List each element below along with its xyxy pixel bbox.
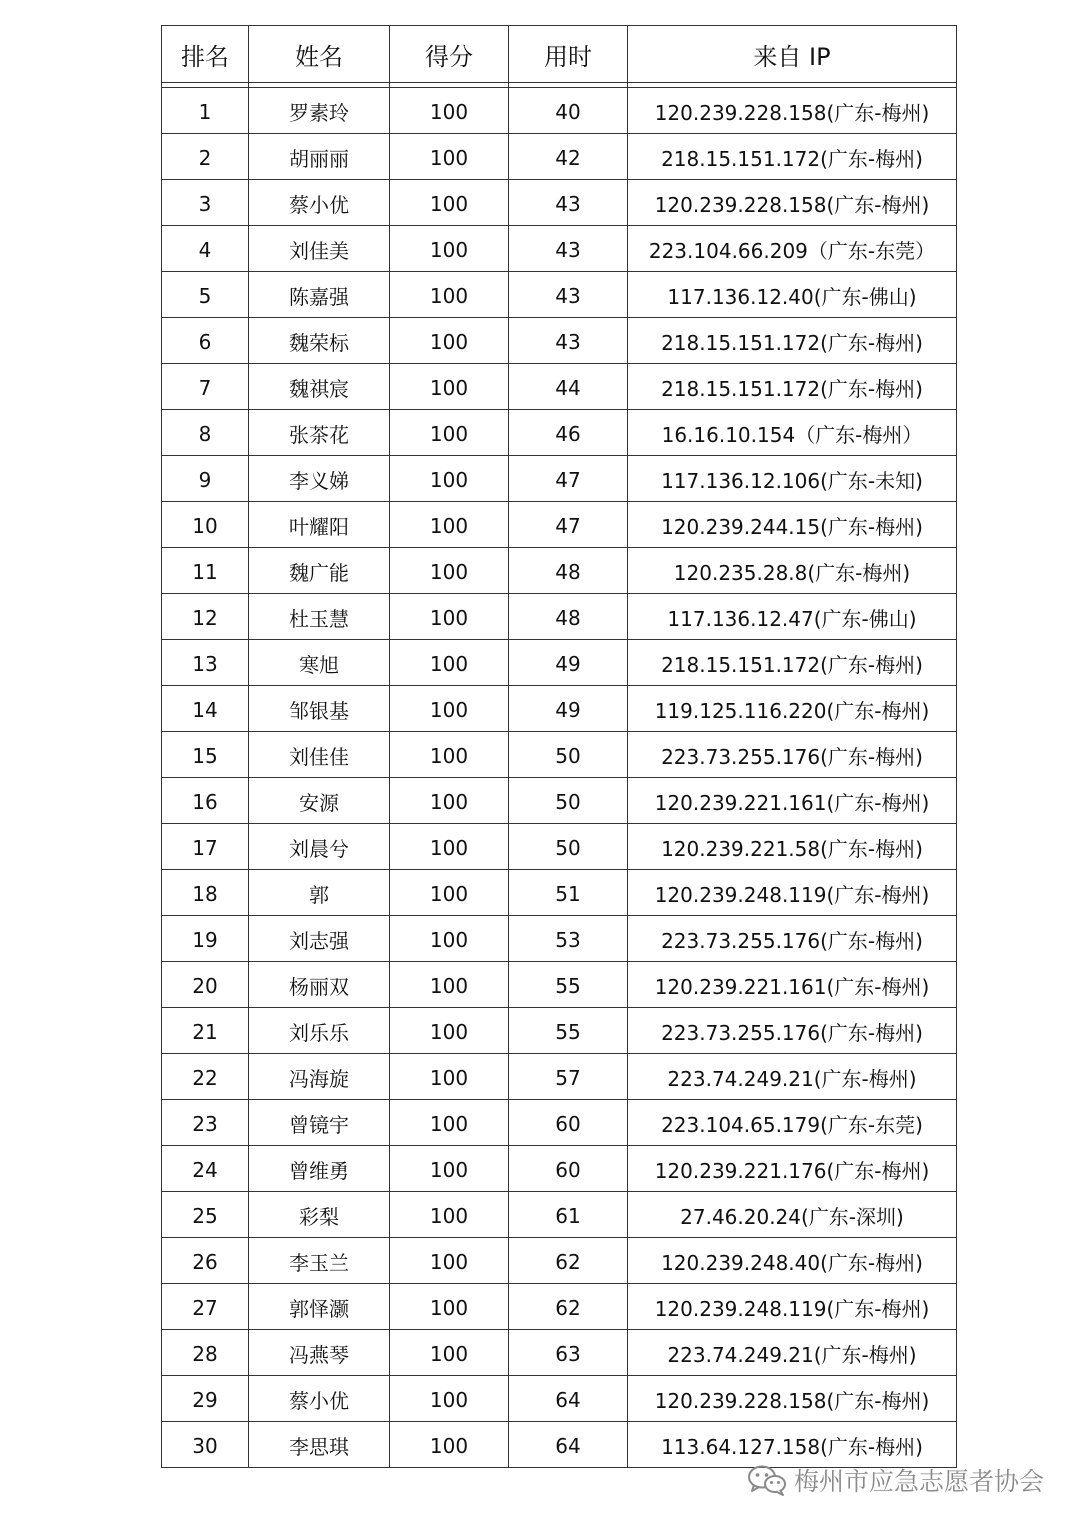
cell-score: 100 — [390, 1192, 509, 1238]
cell-score: 100 — [390, 962, 509, 1008]
cell-rank: 23 — [162, 1100, 249, 1146]
cell-rank: 12 — [162, 594, 249, 640]
cell-score: 100 — [390, 180, 509, 226]
account-watermark — [746, 1460, 1044, 1500]
cell-name: 李义娣 — [249, 456, 390, 502]
cell-score: 100 — [390, 778, 509, 824]
cell-ip: 223.104.66.209（广东-东莞） — [628, 226, 957, 272]
cell-name: 魏荣标 — [249, 318, 390, 364]
cell-name: 杨丽双 — [249, 962, 390, 1008]
cell-name: 蔡小优 — [249, 180, 390, 226]
cell-name: 曾镜宇 — [249, 1100, 390, 1146]
table-row — [162, 548, 957, 594]
cell-ip: 218.15.151.172(广东-梅州) — [628, 134, 957, 180]
table-row — [162, 732, 957, 778]
cell-rank: 20 — [162, 962, 249, 1008]
cell-ip: 223.104.65.179(广东-东莞) — [628, 1100, 957, 1146]
table-row — [162, 1238, 957, 1284]
cell-time: 60 — [509, 1100, 628, 1146]
cell-score: 100 — [390, 410, 509, 456]
cell-rank: 7 — [162, 364, 249, 410]
cell-time: 47 — [509, 502, 628, 548]
cell-rank: 11 — [162, 548, 249, 594]
cell-name: 曾维勇 — [249, 1146, 390, 1192]
table-row — [162, 870, 957, 916]
cell-ip: 120.239.228.158(广东-梅州) — [628, 88, 957, 134]
table-row — [162, 824, 957, 870]
header-rank: 排名 — [162, 26, 249, 83]
cell-ip: 223.73.255.176(广东-梅州) — [628, 1008, 957, 1054]
header-name: 姓名 — [249, 26, 390, 83]
cell-rank: 28 — [162, 1330, 249, 1376]
table-row — [162, 594, 957, 640]
cell-ip: 120.235.28.8(广东-梅州) — [628, 548, 957, 594]
cell-time: 49 — [509, 640, 628, 686]
cell-rank: 26 — [162, 1238, 249, 1284]
table-row — [162, 1146, 957, 1192]
cell-rank: 15 — [162, 732, 249, 778]
cell-name: 罗素玲 — [249, 88, 390, 134]
cell-name: 叶耀阳 — [249, 502, 390, 548]
table-header-row — [162, 26, 957, 83]
cell-score: 100 — [390, 1100, 509, 1146]
cell-ip: 119.125.116.220(广东-梅州) — [628, 686, 957, 732]
table-row — [162, 410, 957, 456]
cell-time: 50 — [509, 778, 628, 824]
table-row — [162, 1376, 957, 1422]
cell-rank: 25 — [162, 1192, 249, 1238]
cell-time: 55 — [509, 1008, 628, 1054]
cell-rank: 3 — [162, 180, 249, 226]
cell-score: 100 — [390, 456, 509, 502]
table-row — [162, 456, 957, 502]
cell-score: 100 — [390, 1422, 509, 1468]
cell-score: 100 — [390, 824, 509, 870]
cell-score: 100 — [390, 1146, 509, 1192]
cell-score: 100 — [390, 318, 509, 364]
cell-name: 魏祺宸 — [249, 364, 390, 410]
cell-name: 李思琪 — [249, 1422, 390, 1468]
table-row — [162, 272, 957, 318]
cell-rank: 30 — [162, 1422, 249, 1468]
cell-time: 64 — [509, 1422, 628, 1468]
table-row — [162, 916, 957, 962]
cell-score: 100 — [390, 1330, 509, 1376]
cell-ip: 223.74.249.21(广东-梅州) — [628, 1054, 957, 1100]
table-row — [162, 1008, 957, 1054]
cell-score: 100 — [390, 1238, 509, 1284]
cell-time: 64 — [509, 1376, 628, 1422]
cell-name: 陈嘉强 — [249, 272, 390, 318]
cell-ip: 120.239.228.158(广东-梅州) — [628, 180, 957, 226]
cell-name: 刘乐乐 — [249, 1008, 390, 1054]
cell-rank: 18 — [162, 870, 249, 916]
cell-time: 57 — [509, 1054, 628, 1100]
table-body — [162, 83, 957, 1468]
cell-ip: 27.46.20.24(广东-深圳) — [628, 1192, 957, 1238]
cell-ip: 120.239.221.176(广东-梅州) — [628, 1146, 957, 1192]
cell-score: 100 — [390, 1376, 509, 1422]
cell-ip: 117.136.12.47(广东-佛山) — [628, 594, 957, 640]
cell-rank: 29 — [162, 1376, 249, 1422]
cell-ip: 117.136.12.106(广东-未知) — [628, 456, 957, 502]
table-row — [162, 226, 957, 272]
cell-ip: 117.136.12.40(广东-佛山) — [628, 272, 957, 318]
cell-name: 冯燕琴 — [249, 1330, 390, 1376]
cell-name: 冯海旋 — [249, 1054, 390, 1100]
cell-name: 刘佳美 — [249, 226, 390, 272]
watermark-text: 梅州市应急志愿者协会 — [793, 1467, 1044, 1496]
cell-time: 55 — [509, 962, 628, 1008]
table-row — [162, 88, 957, 134]
table-row — [162, 686, 957, 732]
table-row — [162, 318, 957, 364]
table-row — [162, 364, 957, 410]
cell-time: 62 — [509, 1284, 628, 1330]
cell-rank: 27 — [162, 1284, 249, 1330]
cell-ip: 120.239.221.58(广东-梅州) — [628, 824, 957, 870]
table-row — [162, 1054, 957, 1100]
cell-ip: 218.15.151.172(广东-梅州) — [628, 318, 957, 364]
cell-name: 刘佳佳 — [249, 732, 390, 778]
cell-ip: 218.15.151.172(广东-梅州) — [628, 640, 957, 686]
cell-score: 100 — [390, 686, 509, 732]
table-row — [162, 134, 957, 180]
cell-score: 100 — [390, 1284, 509, 1330]
cell-name: 郭 — [249, 870, 390, 916]
table-row — [162, 1284, 957, 1330]
cell-name: 蔡小优 — [249, 1376, 390, 1422]
cell-rank: 1 — [162, 88, 249, 134]
cell-time: 43 — [509, 226, 628, 272]
cell-time: 63 — [509, 1330, 628, 1376]
cell-ip: 120.239.248.40(广东-梅州) — [628, 1238, 957, 1284]
cell-rank: 16 — [162, 778, 249, 824]
cell-time: 43 — [509, 318, 628, 364]
wechat-icon — [746, 1463, 788, 1497]
header-time: 用时 — [509, 26, 628, 83]
cell-score: 100 — [390, 88, 509, 134]
cell-rank: 8 — [162, 410, 249, 456]
cell-score: 100 — [390, 226, 509, 272]
cell-time: 43 — [509, 180, 628, 226]
cell-ip: 223.73.255.176(广东-梅州) — [628, 916, 957, 962]
cell-time: 60 — [509, 1146, 628, 1192]
cell-rank: 24 — [162, 1146, 249, 1192]
cell-name: 杜玉慧 — [249, 594, 390, 640]
cell-ip: 120.239.248.119(广东-梅州) — [628, 1284, 957, 1330]
cell-name: 安源 — [249, 778, 390, 824]
table-row — [162, 180, 957, 226]
cell-rank: 6 — [162, 318, 249, 364]
cell-name: 魏广能 — [249, 548, 390, 594]
cell-time: 50 — [509, 824, 628, 870]
cell-name: 胡丽丽 — [249, 134, 390, 180]
cell-time: 40 — [509, 88, 628, 134]
cell-time: 47 — [509, 456, 628, 502]
table-row — [162, 778, 957, 824]
cell-score: 100 — [390, 364, 509, 410]
cell-rank: 2 — [162, 134, 249, 180]
cell-score: 100 — [390, 502, 509, 548]
cell-name: 郭怿灏 — [249, 1284, 390, 1330]
cell-rank: 10 — [162, 502, 249, 548]
cell-ip: 120.239.221.161(广东-梅州) — [628, 778, 957, 824]
cell-time: 48 — [509, 594, 628, 640]
cell-time: 61 — [509, 1192, 628, 1238]
cell-time: 46 — [509, 410, 628, 456]
cell-score: 100 — [390, 916, 509, 962]
cell-ip: 218.15.151.172(广东-梅州) — [628, 364, 957, 410]
table-row — [162, 1192, 957, 1238]
cell-score: 100 — [390, 870, 509, 916]
cell-time: 43 — [509, 272, 628, 318]
table-row — [162, 640, 957, 686]
cell-ip: 120.239.244.15(广东-梅州) — [628, 502, 957, 548]
cell-score: 100 — [390, 594, 509, 640]
cell-ip: 223.73.255.176(广东-梅州) — [628, 732, 957, 778]
cell-rank: 14 — [162, 686, 249, 732]
cell-score: 100 — [390, 732, 509, 778]
cell-name: 张茶花 — [249, 410, 390, 456]
cell-score: 100 — [390, 272, 509, 318]
cell-name: 刘晨兮 — [249, 824, 390, 870]
cell-ip: 223.74.249.21(广东-梅州) — [628, 1330, 957, 1376]
cell-rank: 19 — [162, 916, 249, 962]
cell-score: 100 — [390, 1008, 509, 1054]
cell-score: 100 — [390, 640, 509, 686]
table-row — [162, 1100, 957, 1146]
cell-name: 邹银基 — [249, 686, 390, 732]
cell-rank: 5 — [162, 272, 249, 318]
cell-ip: 120.239.228.158(广东-梅州) — [628, 1376, 957, 1422]
cell-rank: 9 — [162, 456, 249, 502]
cell-rank: 4 — [162, 226, 249, 272]
cell-rank: 22 — [162, 1054, 249, 1100]
cell-ip: 120.239.221.161(广东-梅州) — [628, 962, 957, 1008]
cell-score: 100 — [390, 134, 509, 180]
cell-time: 62 — [509, 1238, 628, 1284]
cell-time: 51 — [509, 870, 628, 916]
cell-rank: 17 — [162, 824, 249, 870]
cell-name: 刘志强 — [249, 916, 390, 962]
cell-time: 50 — [509, 732, 628, 778]
header-ip: 来自 IP — [628, 26, 957, 83]
cell-time: 53 — [509, 916, 628, 962]
table-row — [162, 1330, 957, 1376]
cell-rank: 13 — [162, 640, 249, 686]
cell-rank: 21 — [162, 1008, 249, 1054]
cell-time: 49 — [509, 686, 628, 732]
cell-time: 42 — [509, 134, 628, 180]
table-row — [162, 962, 957, 1008]
cell-time: 48 — [509, 548, 628, 594]
cell-score: 100 — [390, 1054, 509, 1100]
cell-ip: 113.64.127.158(广东-梅州) — [628, 1422, 957, 1468]
cell-ip: 120.239.248.119(广东-梅州) — [628, 870, 957, 916]
table-row — [162, 502, 957, 548]
cell-score: 100 — [390, 548, 509, 594]
header-score: 得分 — [390, 26, 509, 83]
cell-name: 彩梨 — [249, 1192, 390, 1238]
cell-name: 寒旭 — [249, 640, 390, 686]
cell-ip: 16.16.10.154（广东-梅州） — [628, 410, 957, 456]
cell-time: 44 — [509, 364, 628, 410]
cell-name: 李玉兰 — [249, 1238, 390, 1284]
ranking-table — [161, 25, 957, 1468]
